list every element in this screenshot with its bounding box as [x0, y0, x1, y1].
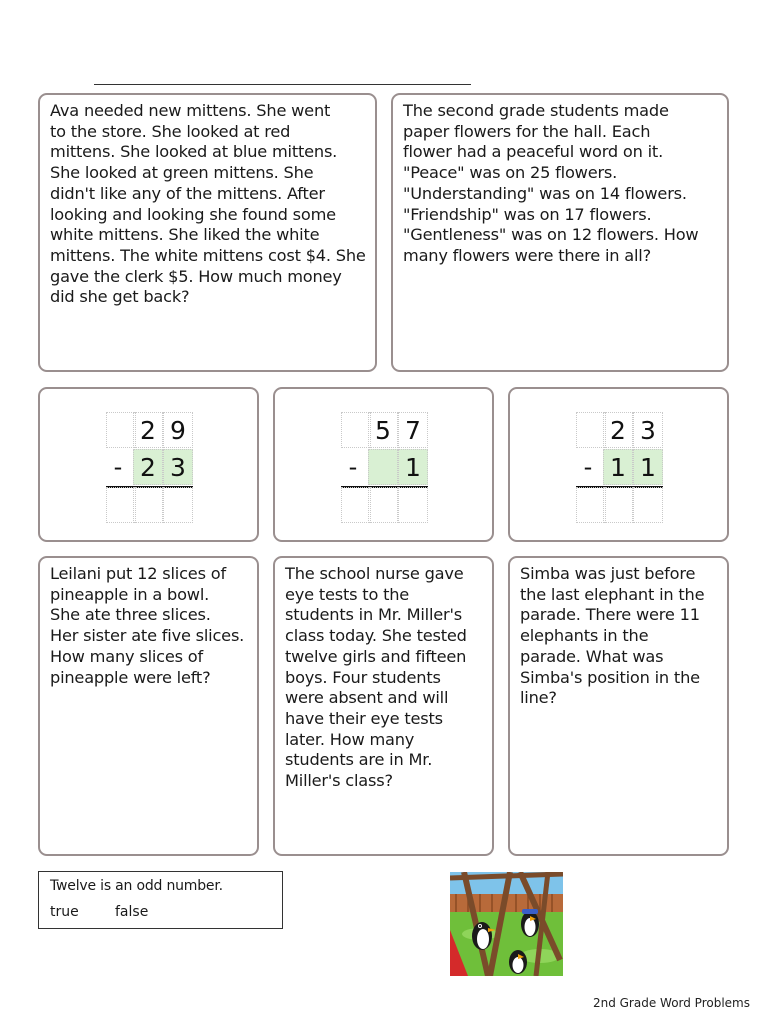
digit: 1	[398, 449, 428, 485]
option-true[interactable]: true	[50, 904, 79, 920]
true-false-box	[38, 871, 283, 929]
answer-cell[interactable]	[576, 487, 606, 523]
digit: 5	[368, 412, 398, 448]
problem-card-flowers	[391, 93, 729, 372]
digit: 3	[633, 412, 663, 448]
answer-cell[interactable]	[603, 487, 633, 523]
subtraction-card-1	[38, 387, 259, 542]
problem-card-mittens	[38, 93, 377, 372]
digit: 7	[398, 412, 428, 448]
footer-title: 2nd Grade Word Problems	[592, 996, 750, 1010]
digit	[368, 449, 398, 485]
digit: 2	[603, 412, 633, 448]
true-false-question: Twelve is an odd number.	[50, 878, 223, 894]
minus-sign: -	[348, 453, 358, 481]
digit: 2	[133, 449, 163, 485]
problem-card-nurse	[273, 556, 494, 856]
problem-card-simba	[508, 556, 729, 856]
digit: 1	[633, 449, 663, 485]
problem-card-pineapple	[38, 556, 259, 856]
problem-text: Leilani put 12 slices of pineapple in a bowl. She ate three slices. Her sister ate five slices. How many slices of pineapple were left?	[50, 564, 245, 687]
answer-cell[interactable]	[133, 487, 163, 523]
answer-cell[interactable]	[163, 487, 193, 523]
minus-sign: -	[583, 453, 593, 481]
answer-cell[interactable]	[106, 487, 136, 523]
digit: 9	[163, 412, 193, 448]
subtraction-card-3	[508, 387, 729, 542]
answer-cell[interactable]	[398, 487, 428, 523]
problem-text: Ava needed new mittens. She went to the store. She looked at red mittens. She looked at blue mittens. She looked at green mittens. She didn't like any of the mittens. After looking and looking she found some white mittens. She liked the white mittens. The white mittens cost $4. She gave the clerk $5. How much money did she get back?	[50, 101, 366, 307]
subtraction-card-2	[273, 387, 494, 542]
digit: 3	[163, 449, 193, 485]
problem-text: Simba was just before the last elephant in the parade. There were 11 elephants in the parade. What was Simba's position in the line?	[520, 564, 705, 708]
penguins-playground-illustration	[450, 872, 563, 976]
answer-cell[interactable]	[341, 487, 371, 523]
problem-text: The second grade students made paper flowers for the hall. Each flower had a peaceful word on it. "Peace" was on 25 flowers. "Understanding" was on 14 flowers. "Friendship" was on 17 flowers. "Gentleness" was on 12 flowers. How many flowers were there in all?	[403, 101, 699, 265]
minus-sign: -	[113, 453, 123, 481]
option-false[interactable]: false	[115, 904, 149, 920]
answer-cell[interactable]	[368, 487, 398, 523]
digit: 1	[603, 449, 633, 485]
problem-text: The school nurse gave eye tests to the students in Mr. Miller's class today. She tested twelve girls and fifteen boys. Four students were absent and will have their eye tests later. How many students are in Mr. Miller's class?	[285, 564, 467, 791]
digit: 2	[133, 412, 163, 448]
name-line	[94, 84, 471, 85]
answer-cell[interactable]	[633, 487, 663, 523]
